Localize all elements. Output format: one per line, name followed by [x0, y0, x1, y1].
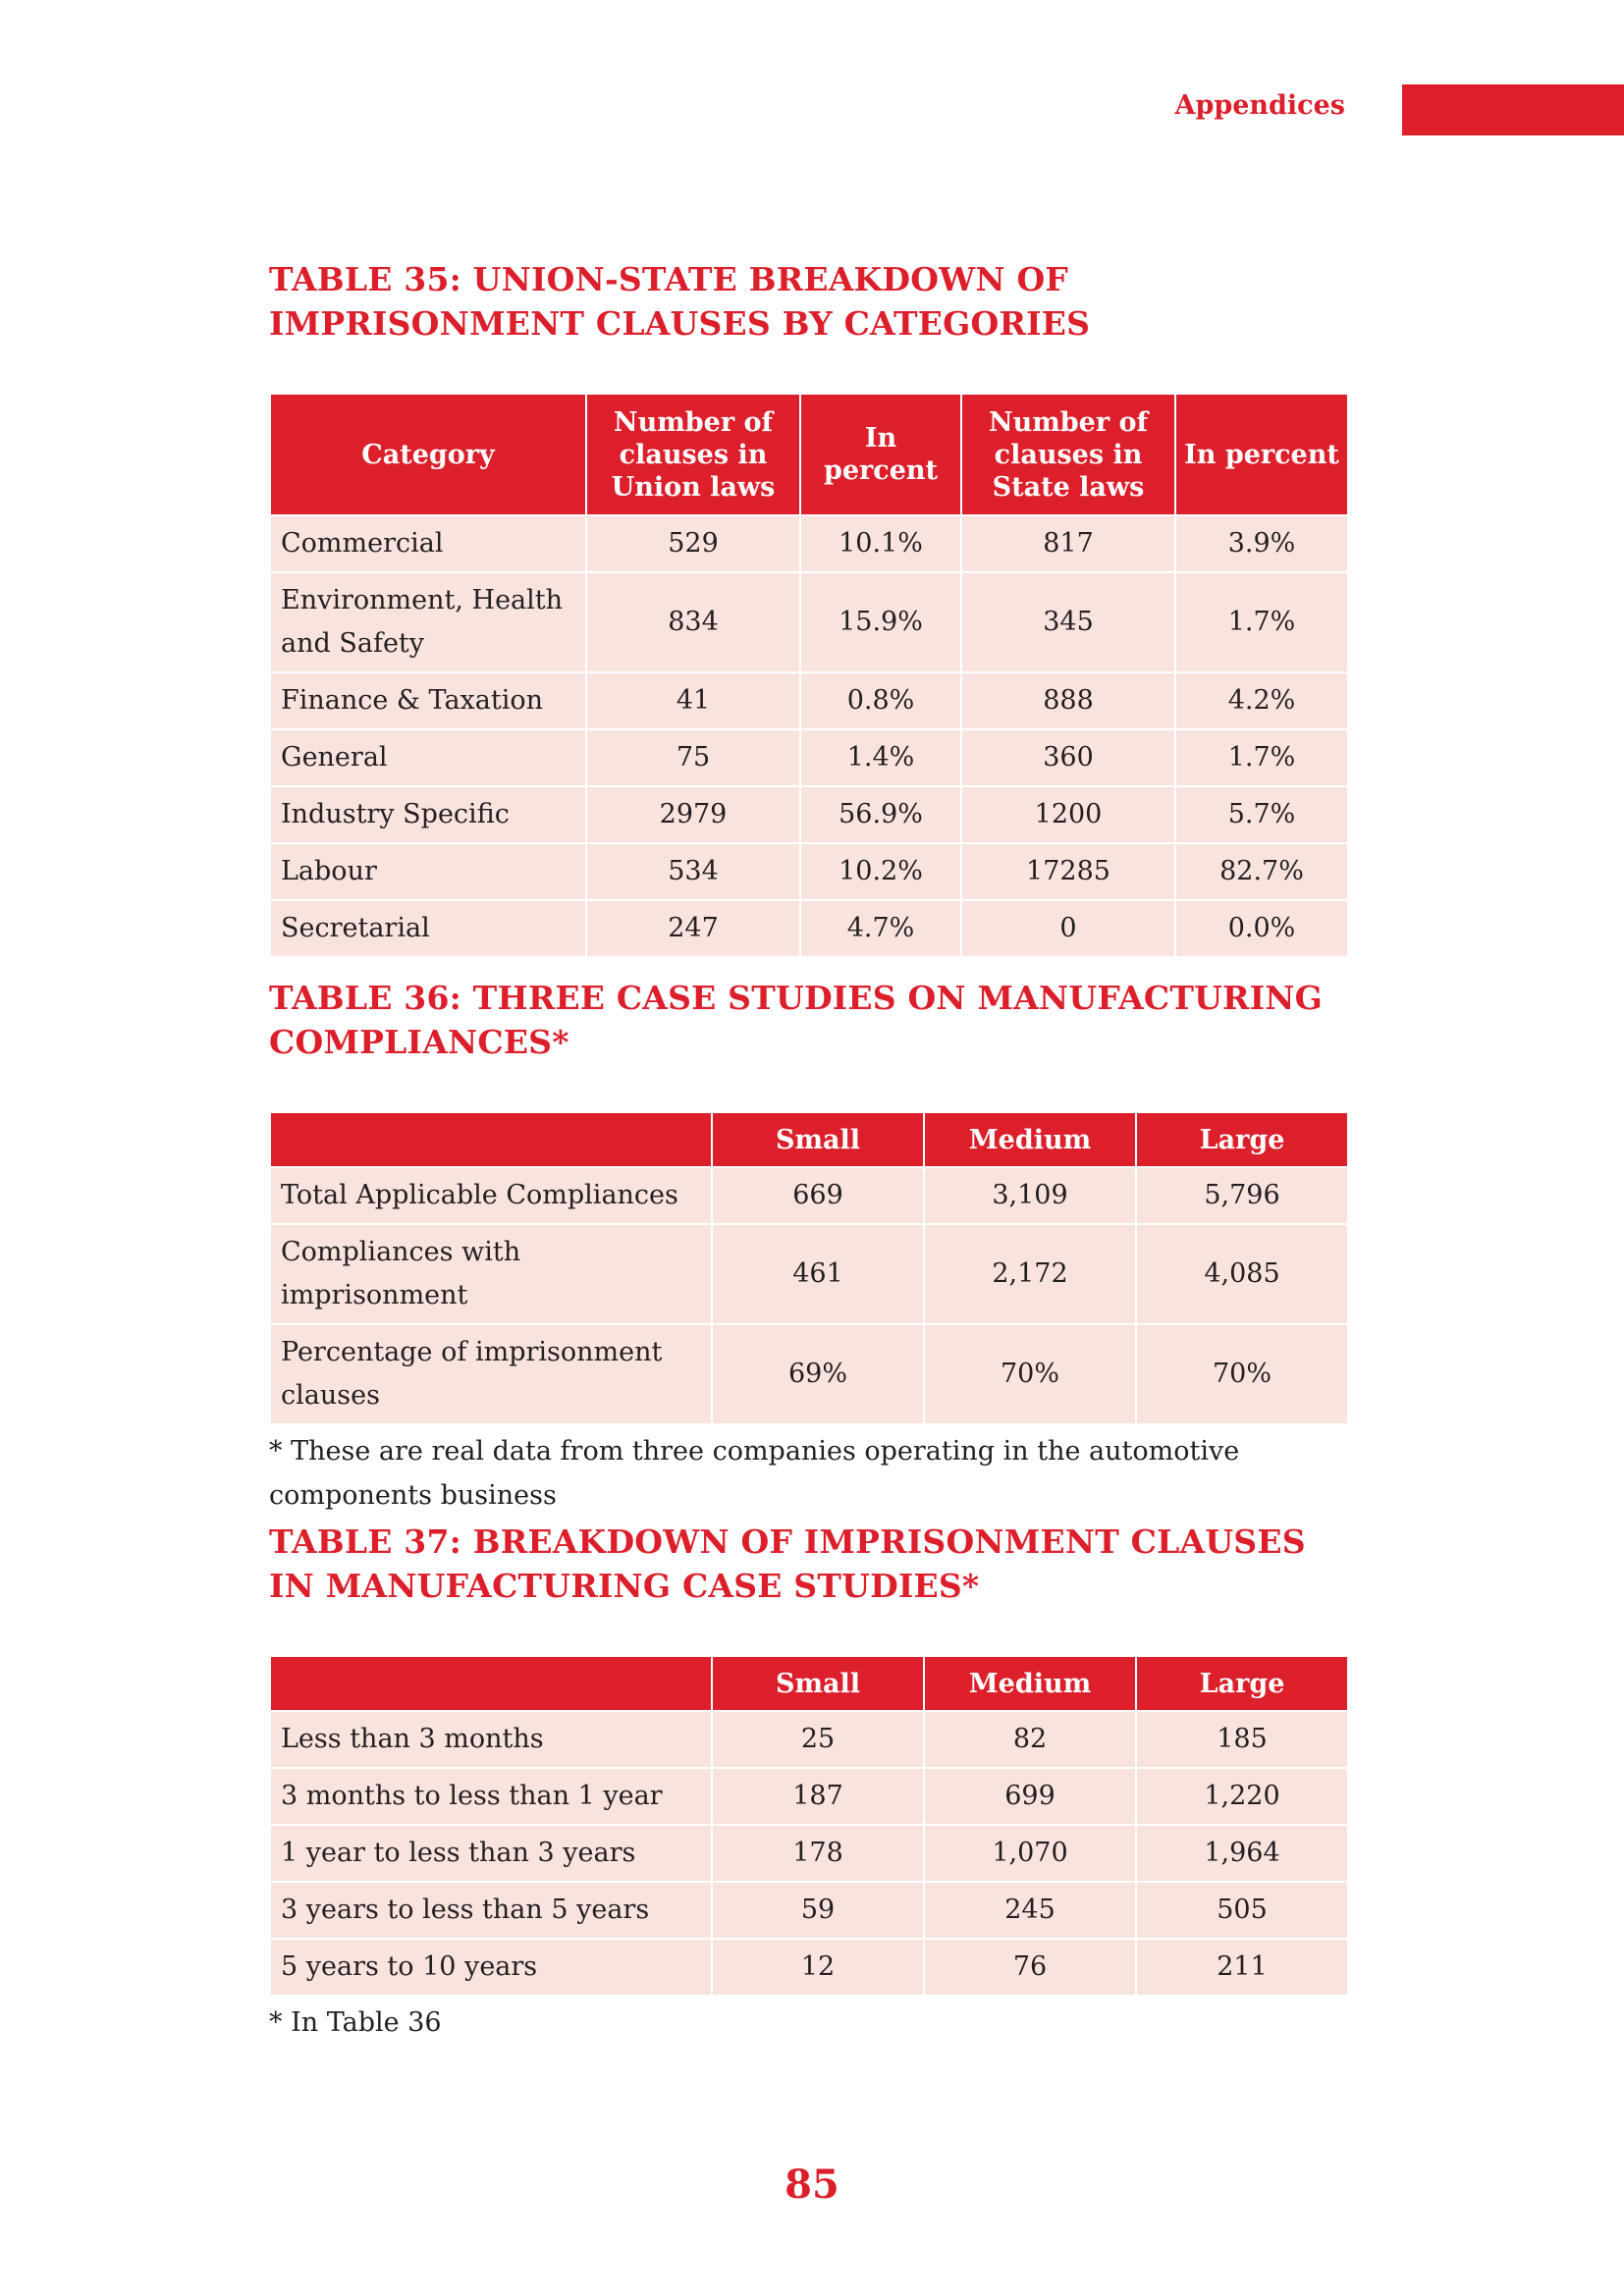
value-cell: 834 [586, 572, 800, 672]
value-cell: 245 [924, 1882, 1136, 1939]
value-cell: 534 [586, 843, 800, 900]
value-cell: 10.1% [800, 515, 961, 572]
row-label-cell: Industry Specific [270, 786, 586, 843]
column-header: Small [712, 1656, 924, 1711]
table-36 [269, 1111, 1349, 1425]
column-header: Large [1136, 1656, 1348, 1711]
column-header: In percent [1175, 394, 1348, 515]
value-cell: 888 [961, 672, 1175, 729]
row-label-cell: Percentage of imprisonment clauses [270, 1324, 712, 1424]
value-cell: 1.4% [800, 729, 961, 786]
row-label-cell: 1 year to less than 3 years [270, 1825, 712, 1882]
table-row [270, 1711, 1348, 1768]
table-37-title: TABLE 37: BREAKDOWN OF IMPRISONMENT CLAUSES IN MANUFACTURING CASE STUDIES* [269, 1522, 1306, 1605]
row-label-cell: 3 years to less than 5 years [270, 1882, 712, 1939]
value-cell: 699 [924, 1768, 1136, 1825]
value-cell: 41 [586, 672, 800, 729]
table-row [270, 1939, 1348, 1996]
value-cell: 76 [924, 1939, 1136, 1996]
value-cell: 25 [712, 1711, 924, 1768]
row-label-cell: 3 months to less than 1 year [270, 1768, 712, 1825]
value-cell: 82 [924, 1711, 1136, 1768]
column-header: Large [1136, 1112, 1348, 1167]
row-label-cell: Labour [270, 843, 586, 900]
column-header: Number of clauses in State laws [961, 394, 1175, 515]
table-row [270, 843, 1348, 900]
value-cell: 3,109 [924, 1167, 1136, 1224]
page-number: 85 [785, 2162, 839, 2208]
row-label-cell: Compliances with imprisonment [270, 1224, 712, 1324]
table-row [270, 900, 1348, 957]
value-cell: 5,796 [1136, 1167, 1348, 1224]
value-cell: 1.7% [1175, 729, 1348, 786]
section-header-label: Appendices [1174, 90, 1345, 121]
value-cell: 0 [961, 900, 1175, 957]
table-35 [269, 393, 1349, 958]
row-label-cell: Environment, Health and Safety [270, 572, 586, 672]
value-cell: 12 [712, 1939, 924, 1996]
value-cell: 70% [1136, 1324, 1348, 1424]
table-row [270, 1224, 1348, 1324]
table-row [270, 1825, 1348, 1882]
row-label-cell: Total Applicable Compliances [270, 1167, 712, 1224]
value-cell: 345 [961, 572, 1175, 672]
column-header: Medium [924, 1112, 1136, 1167]
column-header: Medium [924, 1656, 1136, 1711]
row-label-cell: 5 years to 10 years [270, 1939, 712, 1996]
value-cell: 82.7% [1175, 843, 1348, 900]
value-cell: 505 [1136, 1882, 1348, 1939]
table-37-body [270, 1711, 1348, 1996]
value-cell: 3.9% [1175, 515, 1348, 572]
value-cell: 1,220 [1136, 1768, 1348, 1825]
value-cell: 15.9% [800, 572, 961, 672]
table-35-body [270, 515, 1348, 957]
value-cell: 10.2% [800, 843, 961, 900]
value-cell: 0.0% [1175, 900, 1348, 957]
header-accent-bar [1402, 84, 1624, 135]
table-37-footnote: * In Table 36 [269, 2007, 442, 2038]
value-cell: 1200 [961, 786, 1175, 843]
value-cell: 59 [712, 1882, 924, 1939]
value-cell: 0.8% [800, 672, 961, 729]
table-row [270, 572, 1348, 672]
table-header-row [270, 1656, 1348, 1711]
table-37-section [269, 1520, 1347, 2045]
value-cell: 5.7% [1175, 786, 1348, 843]
table-row [270, 1167, 1348, 1224]
value-cell: 56.9% [800, 786, 961, 843]
row-label-cell: General [270, 729, 586, 786]
table-row [270, 1768, 1348, 1825]
value-cell: 70% [924, 1324, 1136, 1424]
value-cell: 75 [586, 729, 800, 786]
row-label-cell: Finance & Taxation [270, 672, 586, 729]
value-cell: 4.2% [1175, 672, 1348, 729]
table-37 [269, 1655, 1349, 1997]
value-cell: 2,172 [924, 1224, 1136, 1324]
value-cell: 529 [586, 515, 800, 572]
table-36-footnote: * These are real data from three companies operating in the automotive components business [269, 1436, 1240, 1511]
table-36-title: TABLE 36: THREE CASE STUDIES ON MANUFACTURING COMPLIANCES* [269, 979, 1324, 1061]
column-header: Number of clauses in Union laws [586, 394, 800, 515]
value-cell: 247 [586, 900, 800, 957]
value-cell: 2979 [586, 786, 800, 843]
value-cell: 178 [712, 1825, 924, 1882]
value-cell: 211 [1136, 1939, 1348, 1996]
value-cell: 187 [712, 1768, 924, 1825]
table-row [270, 672, 1348, 729]
table-row [270, 1882, 1348, 1939]
table-row [270, 1324, 1348, 1424]
value-cell: 360 [961, 729, 1175, 786]
value-cell: 69% [712, 1324, 924, 1424]
value-cell: 185 [1136, 1711, 1348, 1768]
value-cell: 461 [712, 1224, 924, 1324]
table-header-row [270, 1112, 1348, 1167]
column-header [270, 1112, 712, 1167]
column-header: Category [270, 394, 586, 515]
value-cell: 4,085 [1136, 1224, 1348, 1324]
table-row [270, 729, 1348, 786]
value-cell: 817 [961, 515, 1175, 572]
table-35-section [269, 257, 1347, 958]
column-header [270, 1656, 712, 1711]
table-row [270, 515, 1348, 572]
row-label-cell: Less than 3 months [270, 1711, 712, 1768]
value-cell: 1.7% [1175, 572, 1348, 672]
value-cell: 1,070 [924, 1825, 1136, 1882]
value-cell: 669 [712, 1167, 924, 1224]
column-header: In percent [800, 394, 961, 515]
row-label-cell: Secretarial [270, 900, 586, 957]
table-36-section [269, 976, 1347, 1518]
column-header: Small [712, 1112, 924, 1167]
value-cell: 1,964 [1136, 1825, 1348, 1882]
table-header-row [270, 394, 1348, 515]
table-36-body [270, 1167, 1348, 1424]
value-cell: 17285 [961, 843, 1175, 900]
value-cell: 4.7% [800, 900, 961, 957]
table-row [270, 786, 1348, 843]
row-label-cell: Commercial [270, 515, 586, 572]
table-35-title: TABLE 35: UNION-STATE BREAKDOWN OF IMPRISONMENT CLAUSES BY CATEGORIES [269, 260, 1091, 343]
